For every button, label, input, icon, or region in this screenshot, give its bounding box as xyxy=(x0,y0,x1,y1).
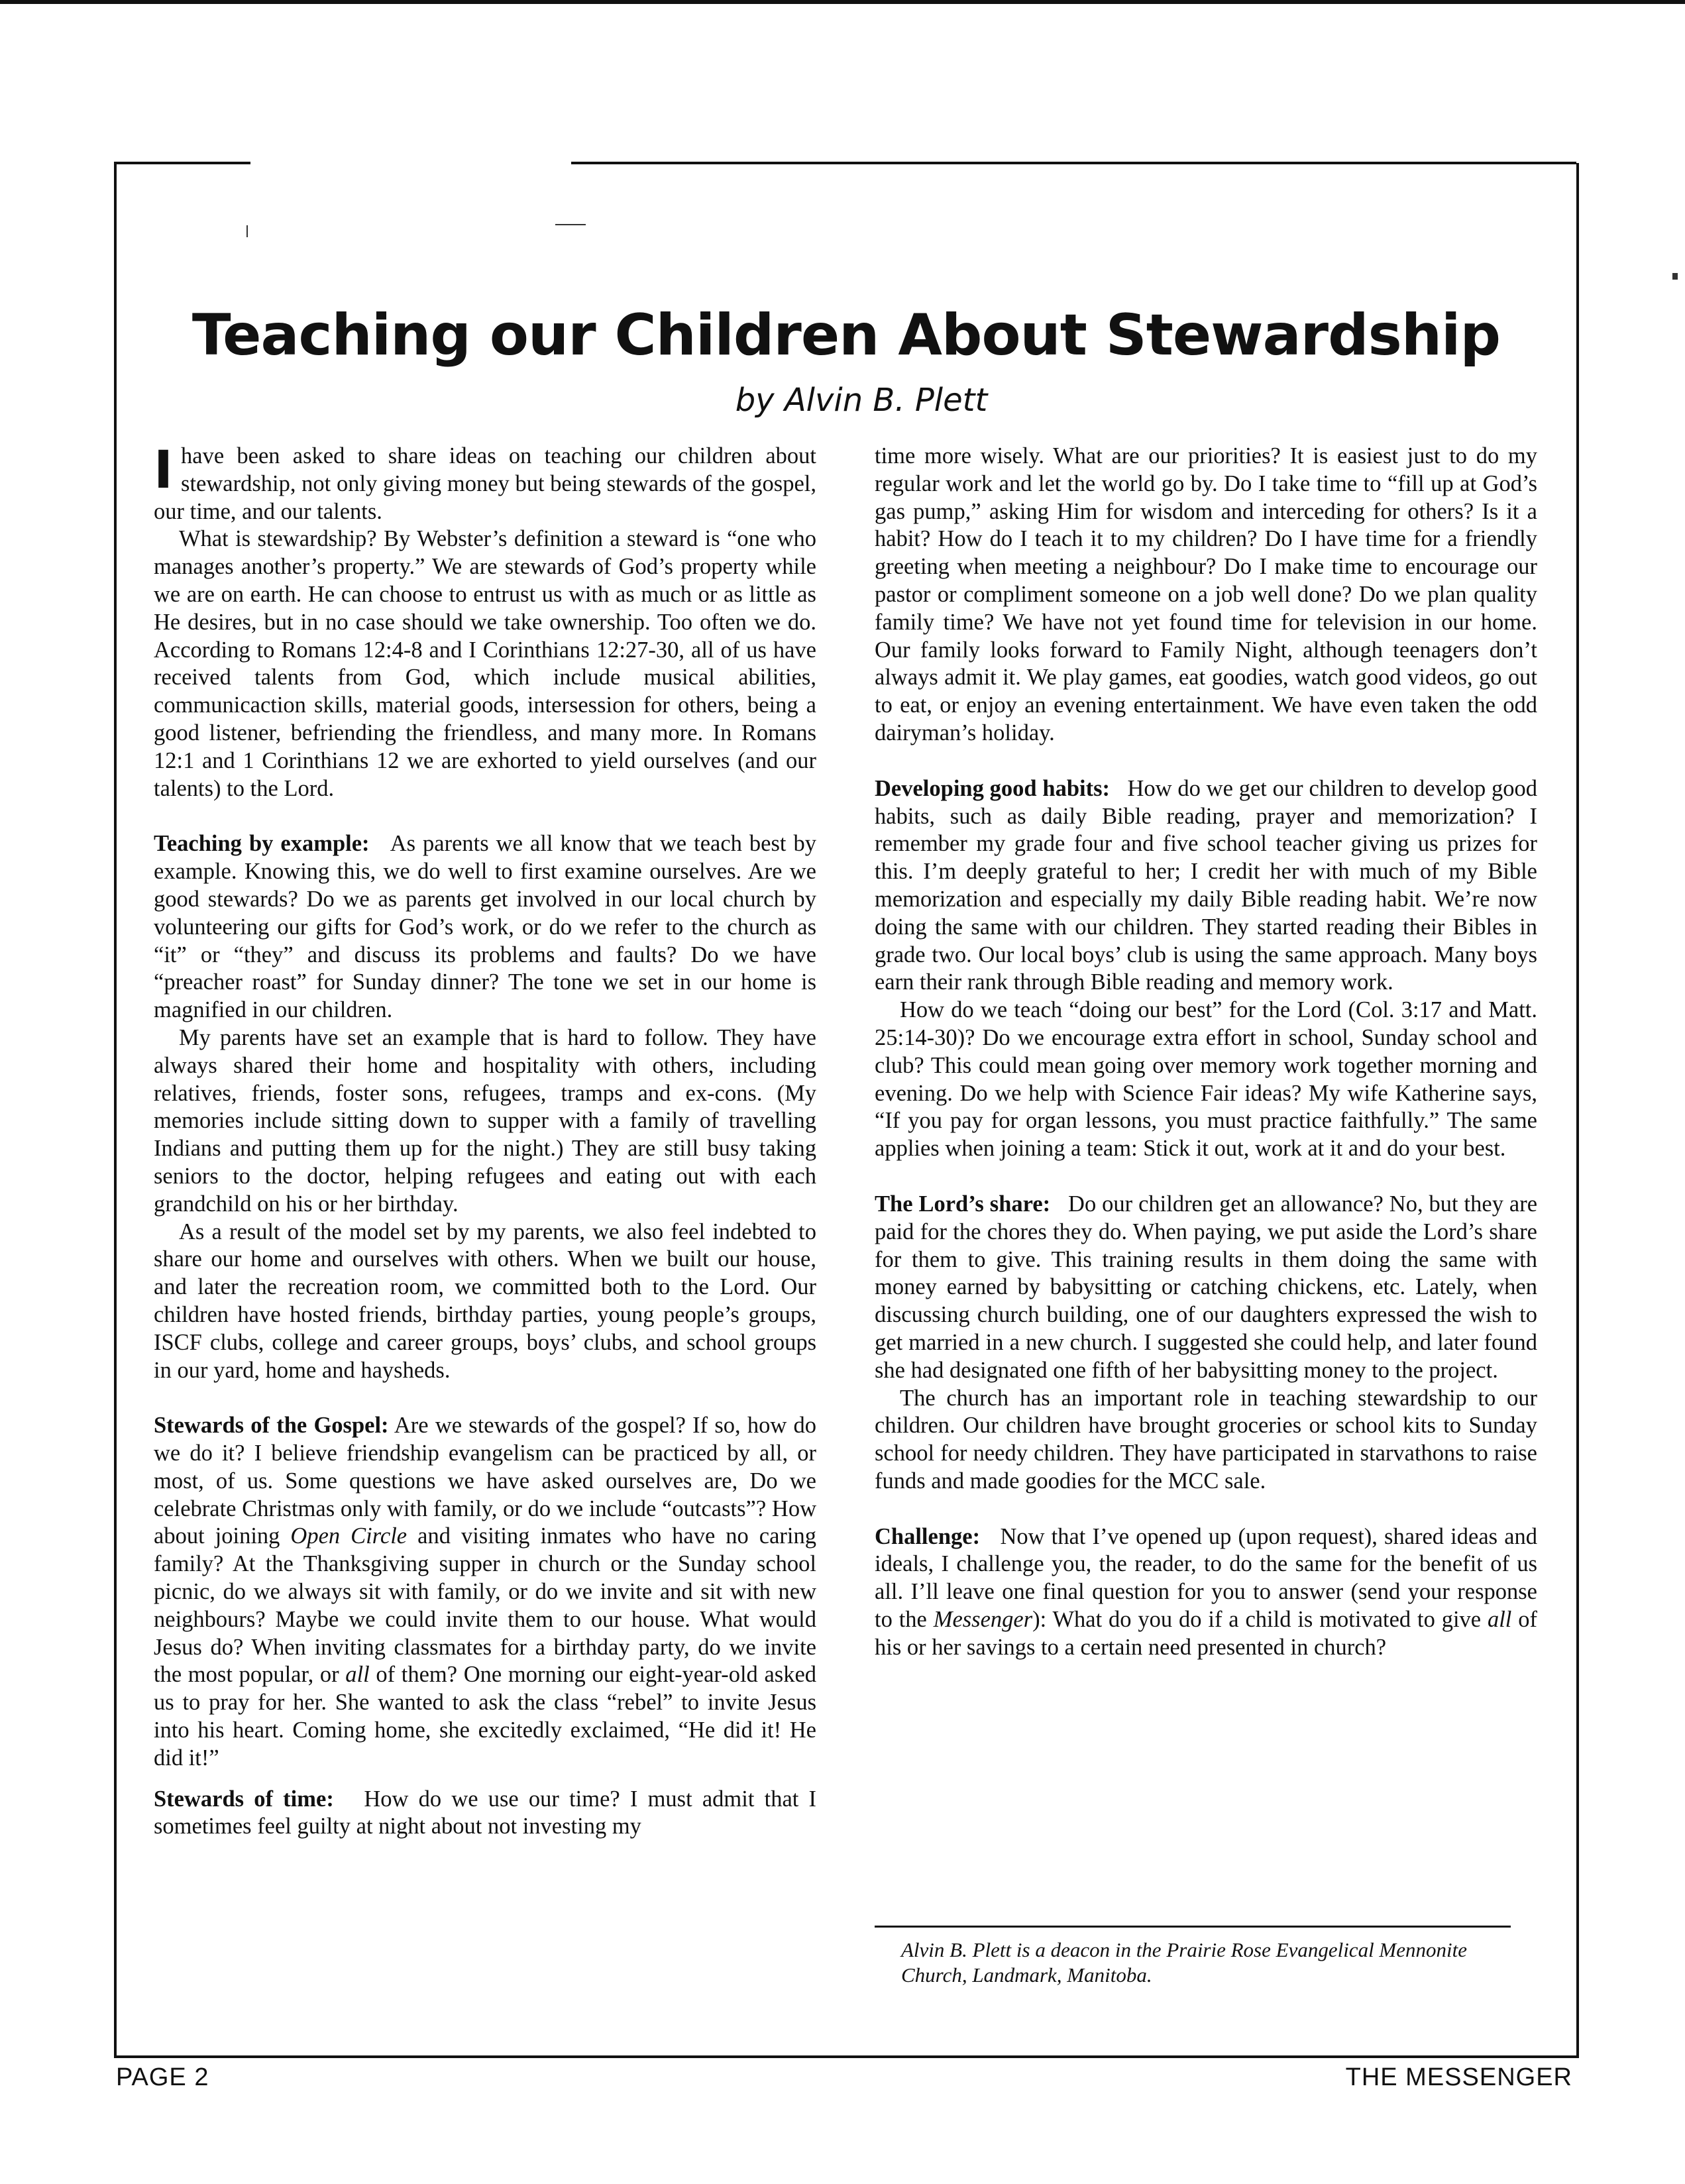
scan-mark xyxy=(555,224,586,225)
section-heading: The Lord’s share: xyxy=(875,1191,1051,1217)
section-the-lords-share: The Lord’s share: Do our children get an allowance? No, but they are paid for the chores they do. When paying, we put aside the Lord’s share for them to give. This training results in them doing the same with money earned by babysitting or catching chickens, etc. Lately, when discussing church building, one of our daughters expressed the wish to get married in a new church. I suggested she could help, and later found she had designated one fifth of her babysitting money to the project. xyxy=(875,1191,1538,1383)
left-column xyxy=(154,443,816,1841)
frame-top-rule-left xyxy=(114,162,250,164)
intro-paragraph: Ihave been asked to share ideas on teaching our children about stewardship, not only giving money but being stewards of the gospel, our time, and our talents. xyxy=(154,441,816,524)
paragraph: time more wisely. What are our priorities? It is easiest just to do my regular work and let the world go by. Do I take time to “fill up at God’s gas pump,” asking Him for wisdom and interceding for others? Is it a habit? How do I teach it to my children? Do I have time for a friendly greeting when meeting a neighbour? Do I make time to encourage our pastor or compliment someone on a job well done? Do we plan quality family time? We have not yet found time for television in our home. Our family looks forward to Family Night, although teenagers don’t always admit it. We play games, eat goodies, watch good videos, go out to eat, or enjoy an evening entertainment. We have even taken the odd dairyman’s holiday. xyxy=(875,443,1537,745)
section-developing-good-habits: Developing good habits: How do we get our children to develop good habits, such as daily Bible reading, prayer and memorization? I remember my grade four and five school teacher giving us prizes for this. I’m deeply grateful to her; I credit her with much of my Bible memorization and especially my daily Bible reading habit. We’re now doing the same with our children. They started reading their Bibles in grade two. Our local boys’ club is using the same approach. Many boys earn their rank through Bible reading and memory work. xyxy=(875,775,1538,995)
scan-mark xyxy=(1672,273,1678,280)
article-title: Teaching our Children About Stewardship xyxy=(191,302,1501,368)
scan-mark xyxy=(246,225,248,237)
section-heading: Stewards of time: xyxy=(154,1786,334,1812)
section-stewards-of-the-gospel: Stewards of the Gospel: Are we stewards of the gospel? If so, how do we do it? I believe friendship evangelism can be practiced by all, or most, of us. Some questions we have asked ourselves are, Do we celebrate Christmas only with family, or do we include “outcasts”? How about joining Open Circle and visiting inmates who have no caring family? At the Thanksgiving supper in church or the Sunday school picnic, do we always sit with family, or do we invite and sit with new neighbours? Maybe we could invite them to our house. What would Jesus do? When inviting classmates for a birthday party, do we invite the most popular, or all of them? One morning our eight-year-old asked us to pray for her. She wanted to ask the class “rebel” to invite Jesus into his heart. Coming home, she excitedly exclaimed, “He did it! He did it!” xyxy=(154,1413,817,1771)
paragraph: As a result of the model set by my parents, we also feel indebted to share our home and ourselves with others. When we built our house, and later the recreation room, we committed both to the Lord. Our children have hosted friends, birthday parties, young people’s groups, ISCF clubs, college and career groups, boys’ clubs, and school groups in our yard, home and haysheds. xyxy=(154,1219,816,1383)
section-teaching-by-example: Teaching by example: As parents we all know that we teach best by example. Knowing this, we do well to first examine ourselves. Are we good stewards? Do we as parents get involved in our local church by volunteering our gifts for God’s work, or do we refer to the church as “it” or “they” and discuss its problems and faults? Do we have “preacher roast” for Sunday dinner? The tone we set in our home is magnified in our children. xyxy=(154,831,816,1023)
top-edge-rule xyxy=(0,0,1685,4)
section-heading: Developing good habits: xyxy=(875,775,1111,801)
section-heading: Stewards of the Gospel: xyxy=(154,1413,389,1439)
paragraph: How do we teach “doing our best” for the Lord (Col. 3:17 and Matt. 25:14-30)? Do we encourage extra effort in school, Sunday school and club? This could mean going over memory work together morning and evening. Do we help with Science Fair ideas? My wife Katherine says, “If you pay for organ lessons, you must practice faithfully.” The same applies when joining a team: Stick it out, work at it and do your best. xyxy=(875,997,1537,1162)
bio-divider xyxy=(875,1926,1511,1928)
section-challenge: Challenge: Now that I’ve opened up (upon request), shared ideas and ideals, I challenge you, the reader, to do the same for the benefit of us all. I’ll leave one final question for you to answer (send your response to the Messenger): What do you do if a child is motivated to give all of his or her savings to a certain need presented in church? xyxy=(875,1523,1538,1660)
author-bio: Alvin B. Plett is a deacon in the Prairie Rose Evangelical Mennonite Church, Landmark, Manitoba. xyxy=(901,1938,1467,1987)
right-column xyxy=(875,443,1537,1662)
page-number: PAGE 2 xyxy=(116,2063,209,2091)
frame-top-rule-right xyxy=(571,162,1576,164)
section-stewards-of-time: Stewards of time: How do we use our time? I must admit that I sometimes feel guilty at night about not investing my xyxy=(154,1786,817,1839)
section-heading: Teaching by example: xyxy=(154,831,370,857)
section-heading: Challenge: xyxy=(875,1523,981,1549)
paragraph: What is stewardship? By Webster’s definition a steward is “one who manages another’s property.” We are stewards of God’s property while we are on earth. He can choose to entrust us with as much or as little as He desires, but in no case should we take ownership. Too often we do. According to Romans 12:4-8 and I Corinthians 12:27-30, all of us have received talents from God, which include musical abilities, communicaction skills, material goods, intersession for others, being a good listener, befriending the friendless, and many more. In Romans 12:1 and 1 Corinthians 12 we are exhorted to yield ourselves (and our talents) to the Lord. xyxy=(154,526,816,801)
paragraph: The church has an important role in teaching stewardship to our children. Our children have brought groceries or school kits to Sunday school for needy children. They have participated in starvathons to raise funds and made goodies for the MCC sale. xyxy=(875,1385,1537,1494)
publication-name: THE MESSENGER xyxy=(1345,2063,1572,2091)
paragraph: My parents have set an example that is hard to follow. They have always shared their home and hospitality with others, including relatives, friends, foster sons, refugees, tramps and ex-cons. (My memories include sitting down to supper with a family of travelling Indians and putting them up for the night.) They are still busy taking seniors to the doctor, helping refugees and eating out with each grandchild on his or her birthday. xyxy=(154,1024,816,1217)
drop-cap: I xyxy=(154,441,174,500)
article-byline: by Alvin B. Plett xyxy=(735,382,988,419)
